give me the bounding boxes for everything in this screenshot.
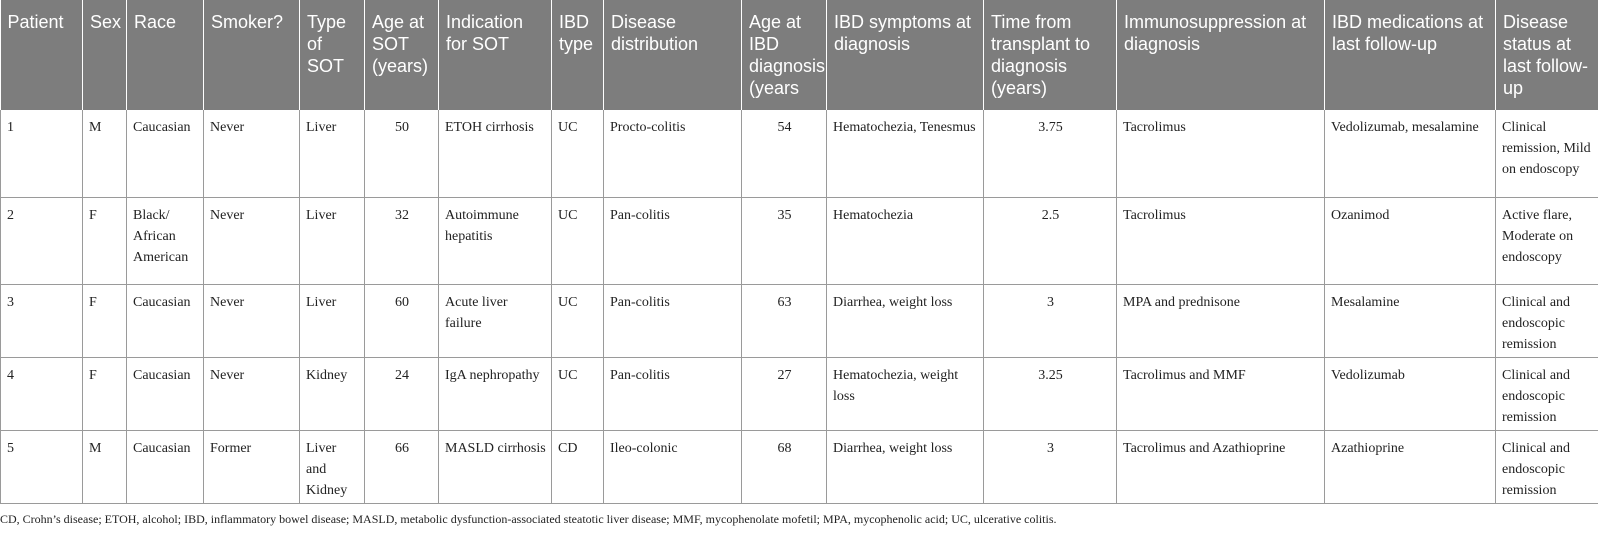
header-sex: Sex bbox=[83, 0, 127, 110]
table-row bbox=[1, 197, 1598, 284]
cell-smoker: Never bbox=[204, 110, 300, 197]
cell-race: Caucasian bbox=[127, 430, 204, 503]
header-ibd-type: IBD type bbox=[552, 0, 604, 110]
cell-immunosuppression: Tacrolimus bbox=[1117, 110, 1325, 197]
header-indication: Indication for SOT bbox=[439, 0, 552, 110]
header-immunosuppression: Immunosuppression at diagnosis bbox=[1117, 0, 1325, 110]
cell-sex: M bbox=[83, 110, 127, 197]
cell-patient: 1 bbox=[1, 110, 83, 197]
cell-time-from-transplant: 3.75 bbox=[984, 110, 1117, 197]
cell-sex: F bbox=[83, 357, 127, 430]
cell-disease-distribution: Procto-colitis bbox=[604, 110, 742, 197]
cell-disease-distribution: Pan-colitis bbox=[604, 284, 742, 357]
cell-disease-status: Clinical remission, Mild on endoscopy bbox=[1496, 110, 1598, 197]
cell-ibd-type: UC bbox=[552, 357, 604, 430]
cell-patient: 3 bbox=[1, 284, 83, 357]
cell-race: Caucasian bbox=[127, 357, 204, 430]
cell-ibd-symptoms: Hematochezia bbox=[827, 197, 984, 284]
cell-ibd-type: UC bbox=[552, 110, 604, 197]
cell-indication: IgA nephropathy bbox=[439, 357, 552, 430]
header-disease-distribution: Disease distribution bbox=[604, 0, 742, 110]
cell-ibd-medications: Ozanimod bbox=[1325, 197, 1496, 284]
cell-race: Caucasian bbox=[127, 284, 204, 357]
cell-time-from-transplant: 3.25 bbox=[984, 357, 1117, 430]
cell-indication: Acute liver failure bbox=[439, 284, 552, 357]
cell-immunosuppression: Tacrolimus and MMF bbox=[1117, 357, 1325, 430]
cell-ibd-symptoms: Diarrhea, weight loss bbox=[827, 284, 984, 357]
cell-disease-distribution: Pan-colitis bbox=[604, 357, 742, 430]
cell-ibd-symptoms: Hematochezia, weight loss bbox=[827, 357, 984, 430]
table-row bbox=[1, 110, 1598, 197]
cell-patient: 5 bbox=[1, 430, 83, 503]
cell-disease-distribution: Pan-colitis bbox=[604, 197, 742, 284]
cell-type-of-sot: Kidney bbox=[300, 357, 365, 430]
cell-immunosuppression: MPA and prednisone bbox=[1117, 284, 1325, 357]
cell-patient: 2 bbox=[1, 197, 83, 284]
header-age-at-sot: Age at SOT (years) bbox=[365, 0, 439, 110]
cell-disease-status: Clinical and endoscopic remission bbox=[1496, 357, 1598, 430]
cell-age-at-sot: 66 bbox=[365, 430, 439, 503]
header-smoker: Smoker? bbox=[204, 0, 300, 110]
cell-age-at-sot: 24 bbox=[365, 357, 439, 430]
cell-patient: 4 bbox=[1, 357, 83, 430]
header-ibd-medications: IBD medications at last follow-up bbox=[1325, 0, 1496, 110]
table-row bbox=[1, 357, 1598, 430]
cell-indication: MASLD cirrhosis bbox=[439, 430, 552, 503]
cell-smoker: Never bbox=[204, 284, 300, 357]
cell-type-of-sot: Liver bbox=[300, 284, 365, 357]
cell-sex: F bbox=[83, 284, 127, 357]
cell-sex: F bbox=[83, 197, 127, 284]
cell-disease-status: Clinical and endoscopic remission bbox=[1496, 430, 1598, 503]
cell-age-at-ibd-diagnosis: 63 bbox=[742, 284, 827, 357]
cell-time-from-transplant: 3 bbox=[984, 284, 1117, 357]
cell-age-at-sot: 32 bbox=[365, 197, 439, 284]
cell-race: Caucasian bbox=[127, 110, 204, 197]
cell-age-at-ibd-diagnosis: 68 bbox=[742, 430, 827, 503]
cell-disease-distribution: Ileo-colonic bbox=[604, 430, 742, 503]
cell-age-at-ibd-diagnosis: 35 bbox=[742, 197, 827, 284]
header-age-at-ibd-diagnosis: Age at IBD diagnosis (years bbox=[742, 0, 827, 110]
cell-type-of-sot: Liver bbox=[300, 110, 365, 197]
cell-type-of-sot: Liver bbox=[300, 197, 365, 284]
header-row bbox=[1, 0, 1598, 110]
header-disease-status: Disease status at last follow-up bbox=[1496, 0, 1598, 110]
cell-indication: Autoimmune hepatitis bbox=[439, 197, 552, 284]
table-footnote: CD, Crohn’s disease; ETOH, alcohol; IBD, inflammatory bowel disease; MASLD, metabolic dysfunction-associated steatotic liver disease; MMF, mycophenolate mofetil; MPA, mycophenolic acid; UC, ulcerative colitis. bbox=[0, 512, 1057, 526]
header-type-of-sot: Type of SOT bbox=[300, 0, 365, 110]
table-row bbox=[1, 430, 1598, 503]
cell-smoker: Never bbox=[204, 197, 300, 284]
header-race: Race bbox=[127, 0, 204, 110]
table-row bbox=[1, 284, 1598, 357]
cell-indication: ETOH cirrhosis bbox=[439, 110, 552, 197]
cell-ibd-symptoms: Diarrhea, weight loss bbox=[827, 430, 984, 503]
header-time-from-transplant: Time from transplant to diagnosis (years) bbox=[984, 0, 1117, 110]
cell-age-at-ibd-diagnosis: 54 bbox=[742, 110, 827, 197]
cell-disease-status: Active flare, Moderate on endoscopy bbox=[1496, 197, 1598, 284]
cell-age-at-sot: 60 bbox=[365, 284, 439, 357]
header-ibd-symptoms: IBD symptoms at diagnosis bbox=[827, 0, 984, 110]
cell-ibd-type: UC bbox=[552, 284, 604, 357]
cell-age-at-ibd-diagnosis: 27 bbox=[742, 357, 827, 430]
cell-smoker: Never bbox=[204, 357, 300, 430]
cell-immunosuppression: Tacrolimus bbox=[1117, 197, 1325, 284]
cell-disease-status: Clinical and endoscopic remission bbox=[1496, 284, 1598, 357]
cell-immunosuppression: Tacrolimus and Azathioprine bbox=[1117, 430, 1325, 503]
cell-time-from-transplant: 3 bbox=[984, 430, 1117, 503]
cell-ibd-medications: Mesalamine bbox=[1325, 284, 1496, 357]
cell-race: Black/ African American bbox=[127, 197, 204, 284]
cell-ibd-medications: Azathioprine bbox=[1325, 430, 1496, 503]
cell-sex: M bbox=[83, 430, 127, 503]
cell-type-of-sot: Liver and Kidney bbox=[300, 430, 365, 503]
cell-ibd-medications: Vedolizumab bbox=[1325, 357, 1496, 430]
cell-ibd-medications: Vedolizumab, mesalamine bbox=[1325, 110, 1496, 197]
cell-smoker: Former bbox=[204, 430, 300, 503]
cell-ibd-type: UC bbox=[552, 197, 604, 284]
cell-ibd-symptoms: Hematochezia, Tenesmus bbox=[827, 110, 984, 197]
cell-age-at-sot: 50 bbox=[365, 110, 439, 197]
cell-time-from-transplant: 2.5 bbox=[984, 197, 1117, 284]
header-patient: Patient bbox=[1, 0, 83, 110]
cell-ibd-type: CD bbox=[552, 430, 604, 503]
